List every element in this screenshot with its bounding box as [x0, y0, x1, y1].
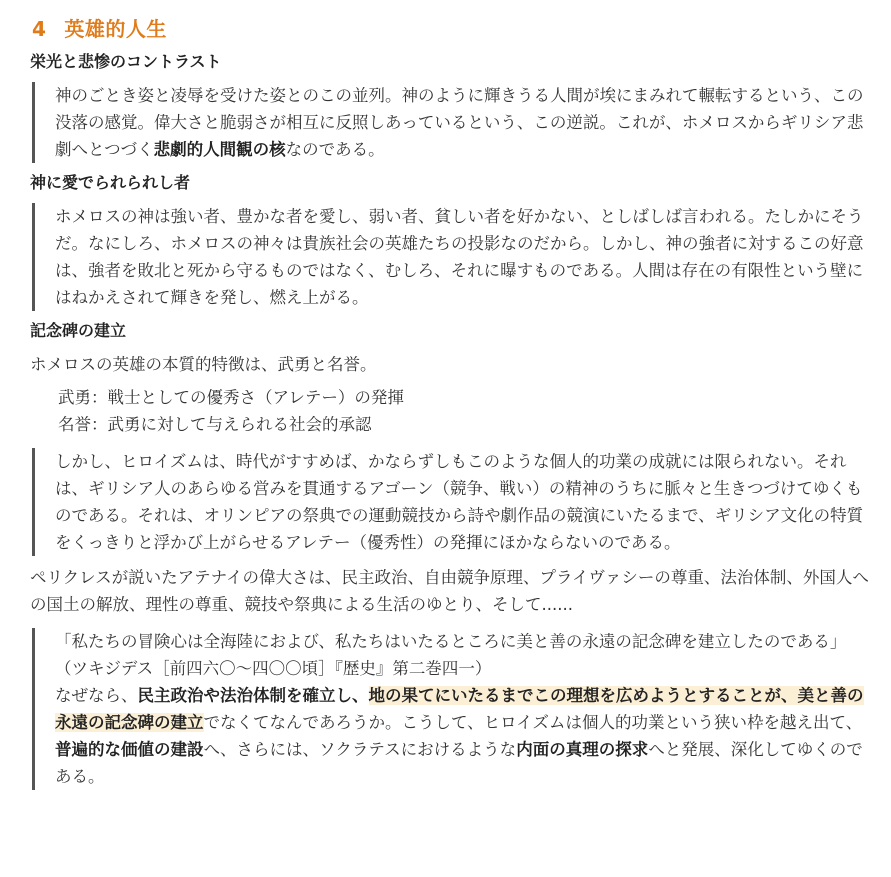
list-item: 武勇：戦士としての優秀さ（アレテー）の発揮: [58, 388, 404, 407]
quote-text: でなくてなんであろうか。こうして、ヒロイズムは個人的功業という狭い枠を越え出て、: [203, 713, 863, 732]
pericles-paragraph: ペリクレスが説いたアテナイの偉大さは、民主政治、自由競争原理、プライヴァシーの尊重、法治体制、外国人への国土の解放、理性の尊重、競技や祭典による生活のゆとり、そして......: [30, 568, 869, 614]
conclusion-text: [55, 682, 871, 790]
section-heading-beloved: 神に愛でられられし者: [30, 173, 191, 192]
chapter-title: 英雄的人生: [64, 17, 167, 41]
blockquote-monument: [32, 628, 871, 790]
section-heading-monument: 記念碑の建立: [30, 321, 127, 340]
highlighted-text: 地の果てにいたるまでこの理想を広めようとすることが、美と善の永遠の記念碑の建立: [55, 686, 864, 732]
quote-emphasis: 民主政治や法治体制を確立し、: [137, 686, 369, 705]
quote-text: しかし、ヒロイズムは、時代がすすめば、かならずしもこのような個人的功業の成就には限られない。それは、ギリシア人のあらゆる営みを貫通するアゴーン（競争、戦い）の精神のうちに脈々と生きつづけてゆくものである。それは、オリンピアの祭典での運動競技から詩や劇作品の競演にいたるまで、ギリシア文化の特質をくっきりと浮かび上がらせるアレテー（優秀性）の発揮にほかならないのである。: [55, 452, 864, 552]
definition-list: [58, 384, 871, 438]
quote-text: 神のごとき姿と凌辱を受けた姿とのこの並列。神のように輝きうる人間が埃にまみれて輾転するという、この没落の感覚。偉大さと脆弱さが相互に反照しあっているという、この逆説。これが、ホメロスからギリシア悲劇へとつづく: [55, 86, 864, 159]
quote-text: へと発展、深化してゆくのである。: [55, 740, 863, 786]
thucydides-quote: 「私たちの冒険心は全海陸におよび、私たちはいたるところに美と善の永遠の記念碑を建立したのである」（ツキジデス［前四六〇～四〇〇頃］『歴史』第二巻四一）: [55, 632, 847, 678]
quote-text: へ、さらには、ソクラテスにおけるような: [203, 740, 517, 759]
quote-emphasis: 普遍的な価値の建設: [55, 740, 204, 759]
quote-text: なのである。: [285, 140, 385, 159]
chapter-heading: [32, 14, 871, 44]
chapter-number: 4: [32, 17, 47, 41]
intro-paragraph: ホメロスの英雄の本質的特徴は、武勇と名誉。: [30, 355, 377, 374]
blockquote-beloved: [32, 203, 871, 311]
blockquote-contrast: [32, 82, 871, 163]
quote-emphasis: 悲劇的人間観の核: [153, 140, 286, 159]
list-item: 名誉：武勇に対して与えられる社会的承認: [58, 415, 372, 434]
blockquote-heroism: [32, 448, 871, 556]
quote-text: ホメロスの神は強い者、豊かな者を愛し、弱い者、貧しい者を好かない、としばしば言われる。たしかにそうだ。なにしろ、ホメロスの神々は貴族社会の英雄たちの投影なのだから。しかし、神の強者に対するこの好意は、強者を敗北と死から守るものではなく、むしろ、それに曝すものである。人間は存在の有限性という壁にはねかえされて輝きを発し、燃え上がる。: [55, 207, 864, 307]
section-heading-contrast: 栄光と悲惨のコントラスト: [30, 52, 222, 71]
quote-emphasis: 内面の真理の探求: [516, 740, 649, 759]
quote-text: なぜなら、: [55, 686, 138, 705]
